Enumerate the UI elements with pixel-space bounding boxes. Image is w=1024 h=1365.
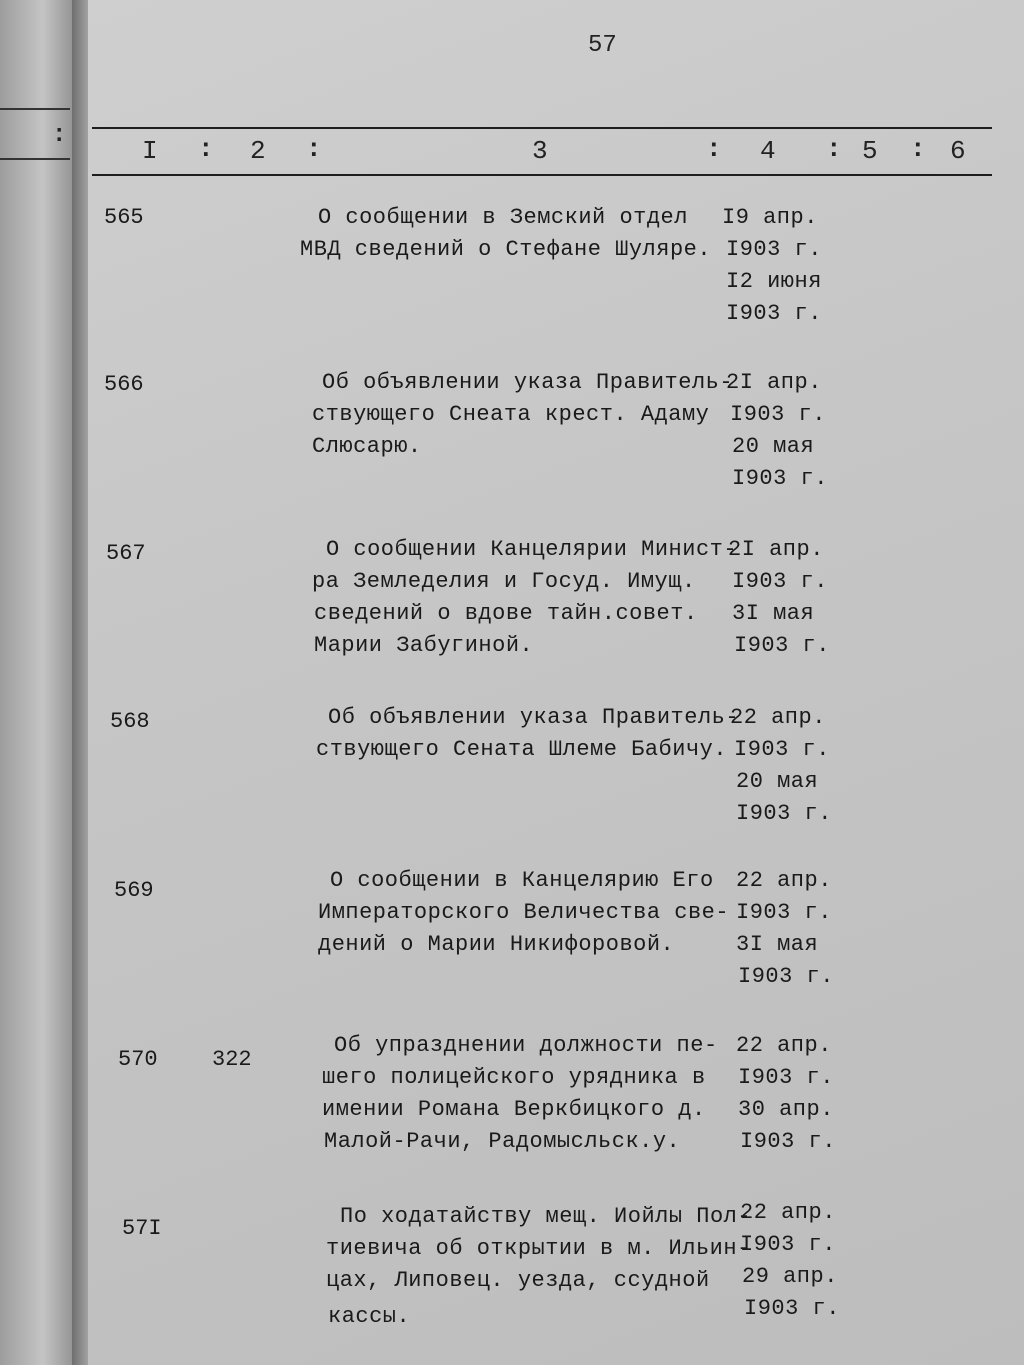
entry-date: I903 г. — [740, 1232, 836, 1257]
entry-text-line: О сообщении Канцелярии Минист- — [326, 537, 738, 562]
entry-date: 2I апр. — [728, 537, 824, 562]
entry-date: 22 апр. — [740, 1200, 836, 1225]
entry-text-line: Императорского Величества све- — [318, 900, 730, 925]
header-col-5: 5 — [862, 136, 878, 166]
entry-text-line: сведений о вдове тайн.совет. — [314, 601, 698, 626]
entry-date: 2I апр. — [726, 370, 822, 395]
entry-text-line: шего полицейского урядника в — [322, 1065, 706, 1090]
entry-text-line: имении Романа Веркбицкого д. — [322, 1097, 706, 1122]
entry-date: I903 г. — [738, 964, 834, 989]
entry-date: I903 г. — [744, 1296, 840, 1321]
entry-date: I903 г. — [726, 237, 822, 262]
header-col-1: I — [142, 136, 158, 166]
entry-text-line: ра Земледелия и Госуд. Имущ. — [312, 569, 696, 594]
entry-number: 568 — [110, 709, 150, 734]
entry-date: I903 г. — [740, 1129, 836, 1154]
entry-text-line: цах, Липовец. уезда, ссудной — [326, 1268, 710, 1293]
header-col-3: 3 — [532, 136, 548, 166]
entry-date: 22 апр. — [730, 705, 826, 730]
entry-number: 567 — [106, 541, 146, 566]
entry-text-line: О сообщении в Земский отдел — [318, 205, 688, 230]
header-col-6: 6 — [950, 136, 966, 166]
entry-date: I903 г. — [738, 1065, 834, 1090]
entry-number: 569 — [114, 878, 154, 903]
entry-date: 3I мая — [732, 601, 815, 626]
header-separator: : — [706, 134, 722, 164]
header-rule-bottom — [92, 174, 992, 176]
left-page-colon: : — [52, 122, 67, 149]
entry-date: I903 г. — [730, 402, 826, 427]
entry-date: 20 мая — [732, 434, 815, 459]
header-separator: : — [306, 134, 322, 164]
entry-date: I903 г. — [736, 801, 832, 826]
entry-date: 22 апр. — [736, 1033, 832, 1058]
entry-date: I903 г. — [734, 737, 830, 762]
entry-date: 30 апр. — [738, 1097, 834, 1122]
left-page-rule-top — [0, 108, 70, 110]
entry-date: I2 июня — [726, 269, 822, 294]
entry-number: 566 — [104, 372, 144, 397]
header-separator: : — [826, 134, 842, 164]
entry-secondary-number: 322 — [212, 1047, 252, 1072]
entry-date: 29 апр. — [742, 1264, 838, 1289]
entry-date: I903 г. — [734, 633, 830, 658]
entry-text-line: Об упразднении должности пе- — [334, 1033, 718, 1058]
left-page-rule-bottom — [0, 158, 70, 160]
entry-number: 570 — [118, 1047, 158, 1072]
entry-number: 57I — [122, 1216, 162, 1241]
entry-text-line: По ходатайству мещ. Иойлы Пол- — [340, 1204, 752, 1229]
page-number: 57 — [588, 32, 617, 59]
header-col-4: 4 — [760, 136, 776, 166]
entry-date: I9 апр. — [722, 205, 818, 230]
entry-text-line: тиевича об открытии в м. Ильин- — [326, 1236, 751, 1261]
entry-date: I903 г. — [736, 900, 832, 925]
header-rule-top — [92, 127, 992, 129]
entry-date: I903 г. — [726, 301, 822, 326]
entry-date: 22 апр. — [736, 868, 832, 893]
entry-text-line: Об объявлении указа Правитель- — [322, 370, 734, 395]
entry-date: I903 г. — [732, 466, 828, 491]
previous-page-edge — [0, 0, 78, 1365]
entry-date: 3I мая — [736, 932, 819, 957]
header-separator: : — [910, 134, 926, 164]
entry-text-line: Слюсарю. — [312, 434, 422, 459]
entry-text-line: Малой-Рачи, Радомысльск.у. — [324, 1129, 681, 1154]
entry-text-line: ствующего Снеата крест. Адаму — [312, 402, 710, 427]
entry-text-line: кассы. — [328, 1304, 411, 1329]
entry-number: 565 — [104, 205, 144, 230]
entry-text-line: дений о Марии Никифоровой. — [318, 932, 675, 957]
entry-date: I903 г. — [732, 569, 828, 594]
entry-text-line: ствующего Сената Шлеме Бабичу. — [316, 737, 728, 762]
entry-text-line: О сообщении в Канцелярию Его — [330, 868, 714, 893]
entry-text-line: МВД сведений о Стефане Шуляре. — [300, 237, 712, 262]
entry-text-line: Марии Забугиной. — [314, 633, 534, 658]
header-separator: : — [198, 134, 214, 164]
entry-date: 20 мая — [736, 769, 819, 794]
entry-text-line: Об объявлении указа Правитель- — [328, 705, 740, 730]
header-col-2: 2 — [250, 136, 266, 166]
